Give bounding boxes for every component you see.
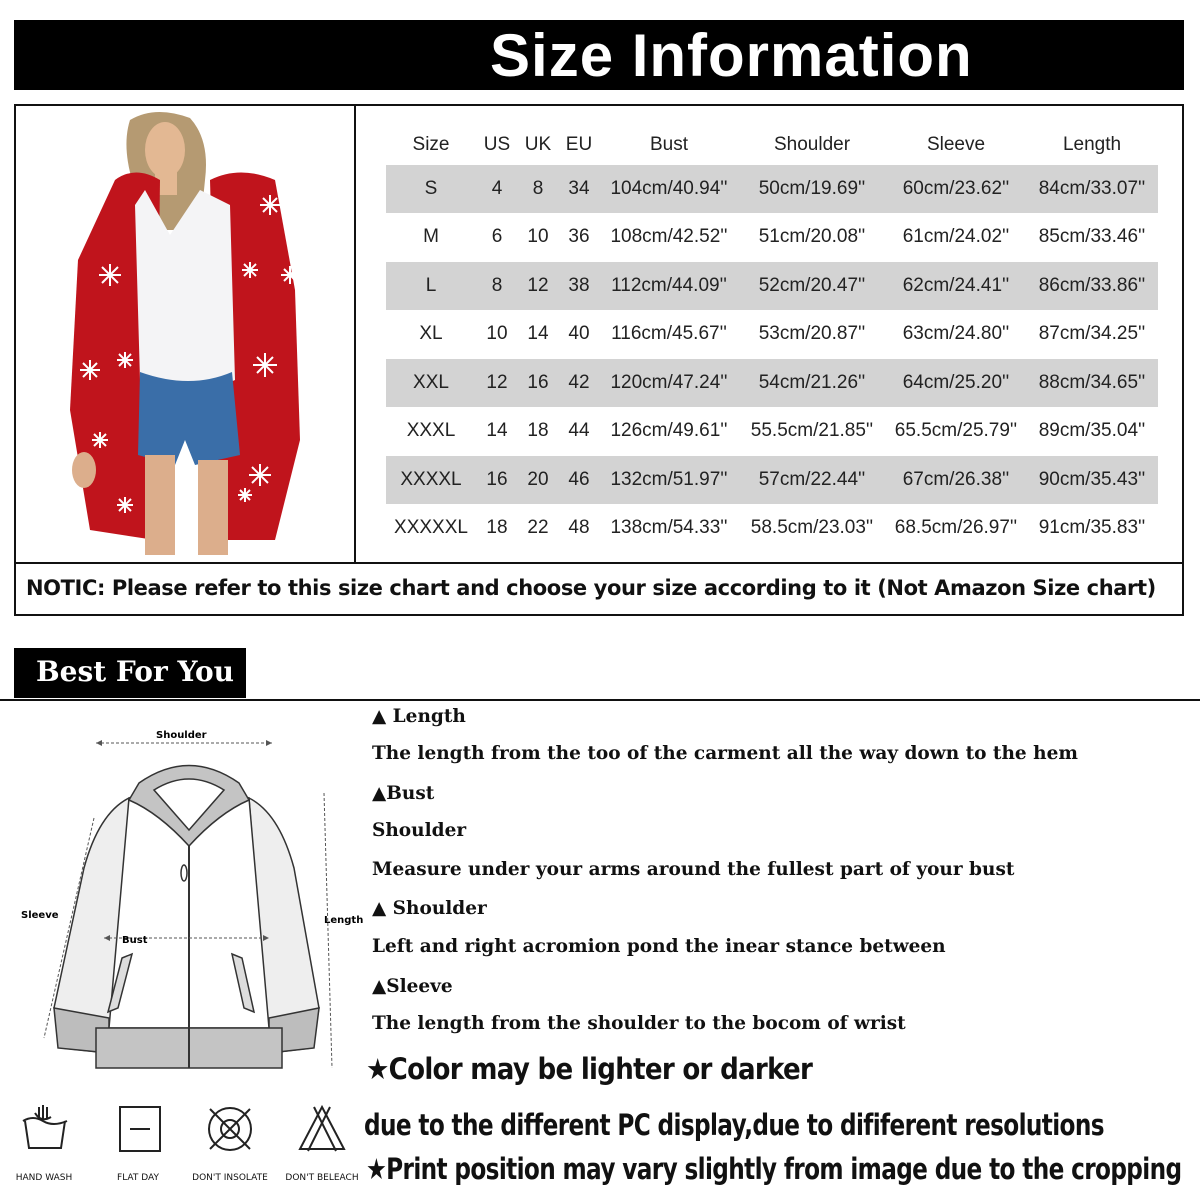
table-cell: 52cm/20.47'' — [738, 262, 886, 311]
do-not-bleach-icon — [292, 1103, 352, 1153]
display-note: due to the different PC display,due to dififerent resolutions — [364, 1108, 1104, 1142]
table-cell: 42 — [558, 359, 600, 408]
table-cell: 8 — [518, 165, 558, 214]
divider — [14, 562, 1184, 564]
table-row — [386, 213, 1158, 262]
table-cell: 65.5cm/25.79'' — [894, 420, 1018, 442]
table-cell: 22 — [527, 517, 549, 539]
table-cell: 48 — [568, 517, 590, 539]
model-photo — [60, 110, 310, 556]
table-cell: 55.5cm/21.85'' — [750, 420, 874, 442]
care-label: DON'T BELEACH — [285, 1173, 359, 1183]
care-label: DON'T INSOLATE — [192, 1173, 268, 1183]
table-row — [386, 407, 1158, 456]
table-cell: XXXXL — [386, 456, 476, 505]
table-cell: 46 — [558, 456, 600, 505]
table-row — [386, 359, 1158, 408]
divider — [354, 104, 356, 562]
table-cell: 67cm/26.38'' — [886, 456, 1026, 505]
table-cell: 64cm/25.20'' — [886, 359, 1026, 408]
measure-text: Shoulder — [372, 820, 467, 841]
table-row — [386, 310, 1158, 359]
measure-heading-bust: ▲Bust — [372, 783, 435, 804]
column-header: Length — [1062, 134, 1122, 155]
diagram-label-bust: Bust — [122, 935, 148, 946]
measure-text: Left and right acromion pond the inear stance between — [372, 936, 946, 957]
table-cell: 62cm/24.41'' — [886, 262, 1026, 311]
table-cell: 6 — [491, 226, 503, 248]
table-cell: 54cm/21.26'' — [738, 359, 886, 408]
table-cell: S — [386, 165, 476, 214]
measure-heading-sleeve: ▲Sleeve — [372, 976, 453, 997]
column-header: Bust — [649, 134, 689, 155]
table-cell: 58.5cm/23.03'' — [750, 517, 874, 539]
flat-dry-icon — [110, 1103, 170, 1153]
table-cell: 12 — [476, 359, 518, 408]
measure-text: Measure under your arms around the fullest part of your bust — [372, 859, 1015, 880]
table-cell: 38 — [558, 262, 600, 311]
table-cell: 68.5cm/26.97'' — [894, 517, 1018, 539]
measure-text: The length from the shoulder to the bocom of wrist — [372, 1013, 906, 1034]
divider — [0, 699, 1200, 701]
measure-heading-shoulder: ▲ Shoulder — [372, 898, 487, 919]
table-cell: 20 — [518, 456, 558, 505]
diagram-label-sleeve: Sleeve — [21, 910, 59, 921]
table-cell: 57cm/22.44'' — [738, 456, 886, 505]
jacket-diagram — [14, 718, 364, 1088]
table-cell: 138cm/54.33'' — [610, 517, 728, 539]
table-cell: 18 — [486, 517, 508, 539]
table-cell: XXL — [386, 359, 476, 408]
table-row — [386, 504, 1158, 552]
table-cell: 36 — [568, 226, 590, 248]
table-cell: 61cm/24.02'' — [902, 226, 1010, 248]
table-cell: 50cm/19.69'' — [738, 165, 886, 214]
table-cell: 18 — [527, 420, 549, 442]
table-cell: 44 — [568, 420, 590, 442]
table-cell: 85cm/33.46'' — [1038, 226, 1146, 248]
table-cell: 63cm/24.80'' — [902, 323, 1010, 345]
table-row — [386, 165, 1158, 214]
table-cell: L — [386, 262, 476, 311]
table-cell: 88cm/34.65'' — [1026, 359, 1158, 408]
table-cell: 120cm/47.24'' — [600, 359, 738, 408]
table-cell: 53cm/20.87'' — [758, 323, 866, 345]
table-cell: M — [423, 226, 439, 248]
column-header: Shoulder — [773, 134, 851, 155]
table-row — [386, 262, 1158, 311]
table-cell: 91cm/35.83'' — [1038, 517, 1146, 539]
table-cell: 12 — [518, 262, 558, 311]
table-cell: 40 — [568, 323, 590, 345]
table-cell: 14 — [486, 420, 508, 442]
table-cell: 16 — [476, 456, 518, 505]
do-not-insolate-icon — [200, 1103, 260, 1153]
table-cell: 86cm/33.86'' — [1026, 262, 1158, 311]
table-cell: 14 — [527, 323, 549, 345]
measure-heading-length: ▲ Length — [372, 706, 466, 727]
table-cell: 89cm/35.04'' — [1038, 420, 1146, 442]
diagram-label-length: Length — [324, 915, 364, 926]
table-cell: XL — [419, 323, 443, 345]
table-cell: 10 — [527, 226, 549, 248]
size-notice: NOTIC: Please refer to this size chart and choose your size according to it (Not Amazon Size chart) — [26, 576, 1156, 600]
section-title: Best For You — [36, 655, 235, 688]
size-table — [386, 126, 1158, 552]
table-cell: 108cm/42.52'' — [610, 226, 728, 248]
measure-text: The length from the too of the carment all the way down to the hem — [372, 743, 1078, 764]
table-cell: 126cm/49.61'' — [610, 420, 728, 442]
color-note: ★Color may be lighter or darker — [366, 1052, 813, 1086]
table-cell: 16 — [518, 359, 558, 408]
table-cell: 51cm/20.08'' — [758, 226, 866, 248]
table-cell: XXXL — [406, 420, 456, 442]
table-cell: XXXXXL — [394, 517, 468, 539]
care-label: FLAT DAY — [117, 1173, 159, 1183]
table-cell: 8 — [476, 262, 518, 311]
diagram-label-shoulder: Shoulder — [156, 730, 207, 741]
table-cell: 112cm/44.09'' — [600, 262, 738, 311]
page-title: Size Information — [490, 22, 973, 89]
column-header: US — [483, 134, 511, 155]
column-header: Sleeve — [926, 134, 986, 155]
table-cell: 90cm/35.43'' — [1026, 456, 1158, 505]
print-note: ★Print position may vary slightly from image due to the cropping — [366, 1152, 1182, 1186]
care-label: HAND WASH — [15, 1173, 73, 1183]
column-header: UK — [524, 134, 552, 155]
table-cell: 34 — [558, 165, 600, 214]
table-cell: 116cm/45.67'' — [611, 323, 727, 345]
table-cell: 132cm/51.97'' — [600, 456, 738, 505]
table-cell: 84cm/33.07'' — [1026, 165, 1158, 214]
table-cell: 104cm/40.94'' — [600, 165, 738, 214]
table-cell: 10 — [486, 323, 508, 345]
column-header: Size — [412, 134, 450, 155]
table-cell: 4 — [476, 165, 518, 214]
column-header: EU — [565, 134, 593, 155]
table-row — [386, 456, 1158, 505]
hand-wash-icon — [15, 1103, 75, 1153]
table-cell: 60cm/23.62'' — [886, 165, 1026, 214]
table-header-row — [386, 126, 1158, 165]
table-cell: 87cm/34.25'' — [1038, 323, 1146, 345]
